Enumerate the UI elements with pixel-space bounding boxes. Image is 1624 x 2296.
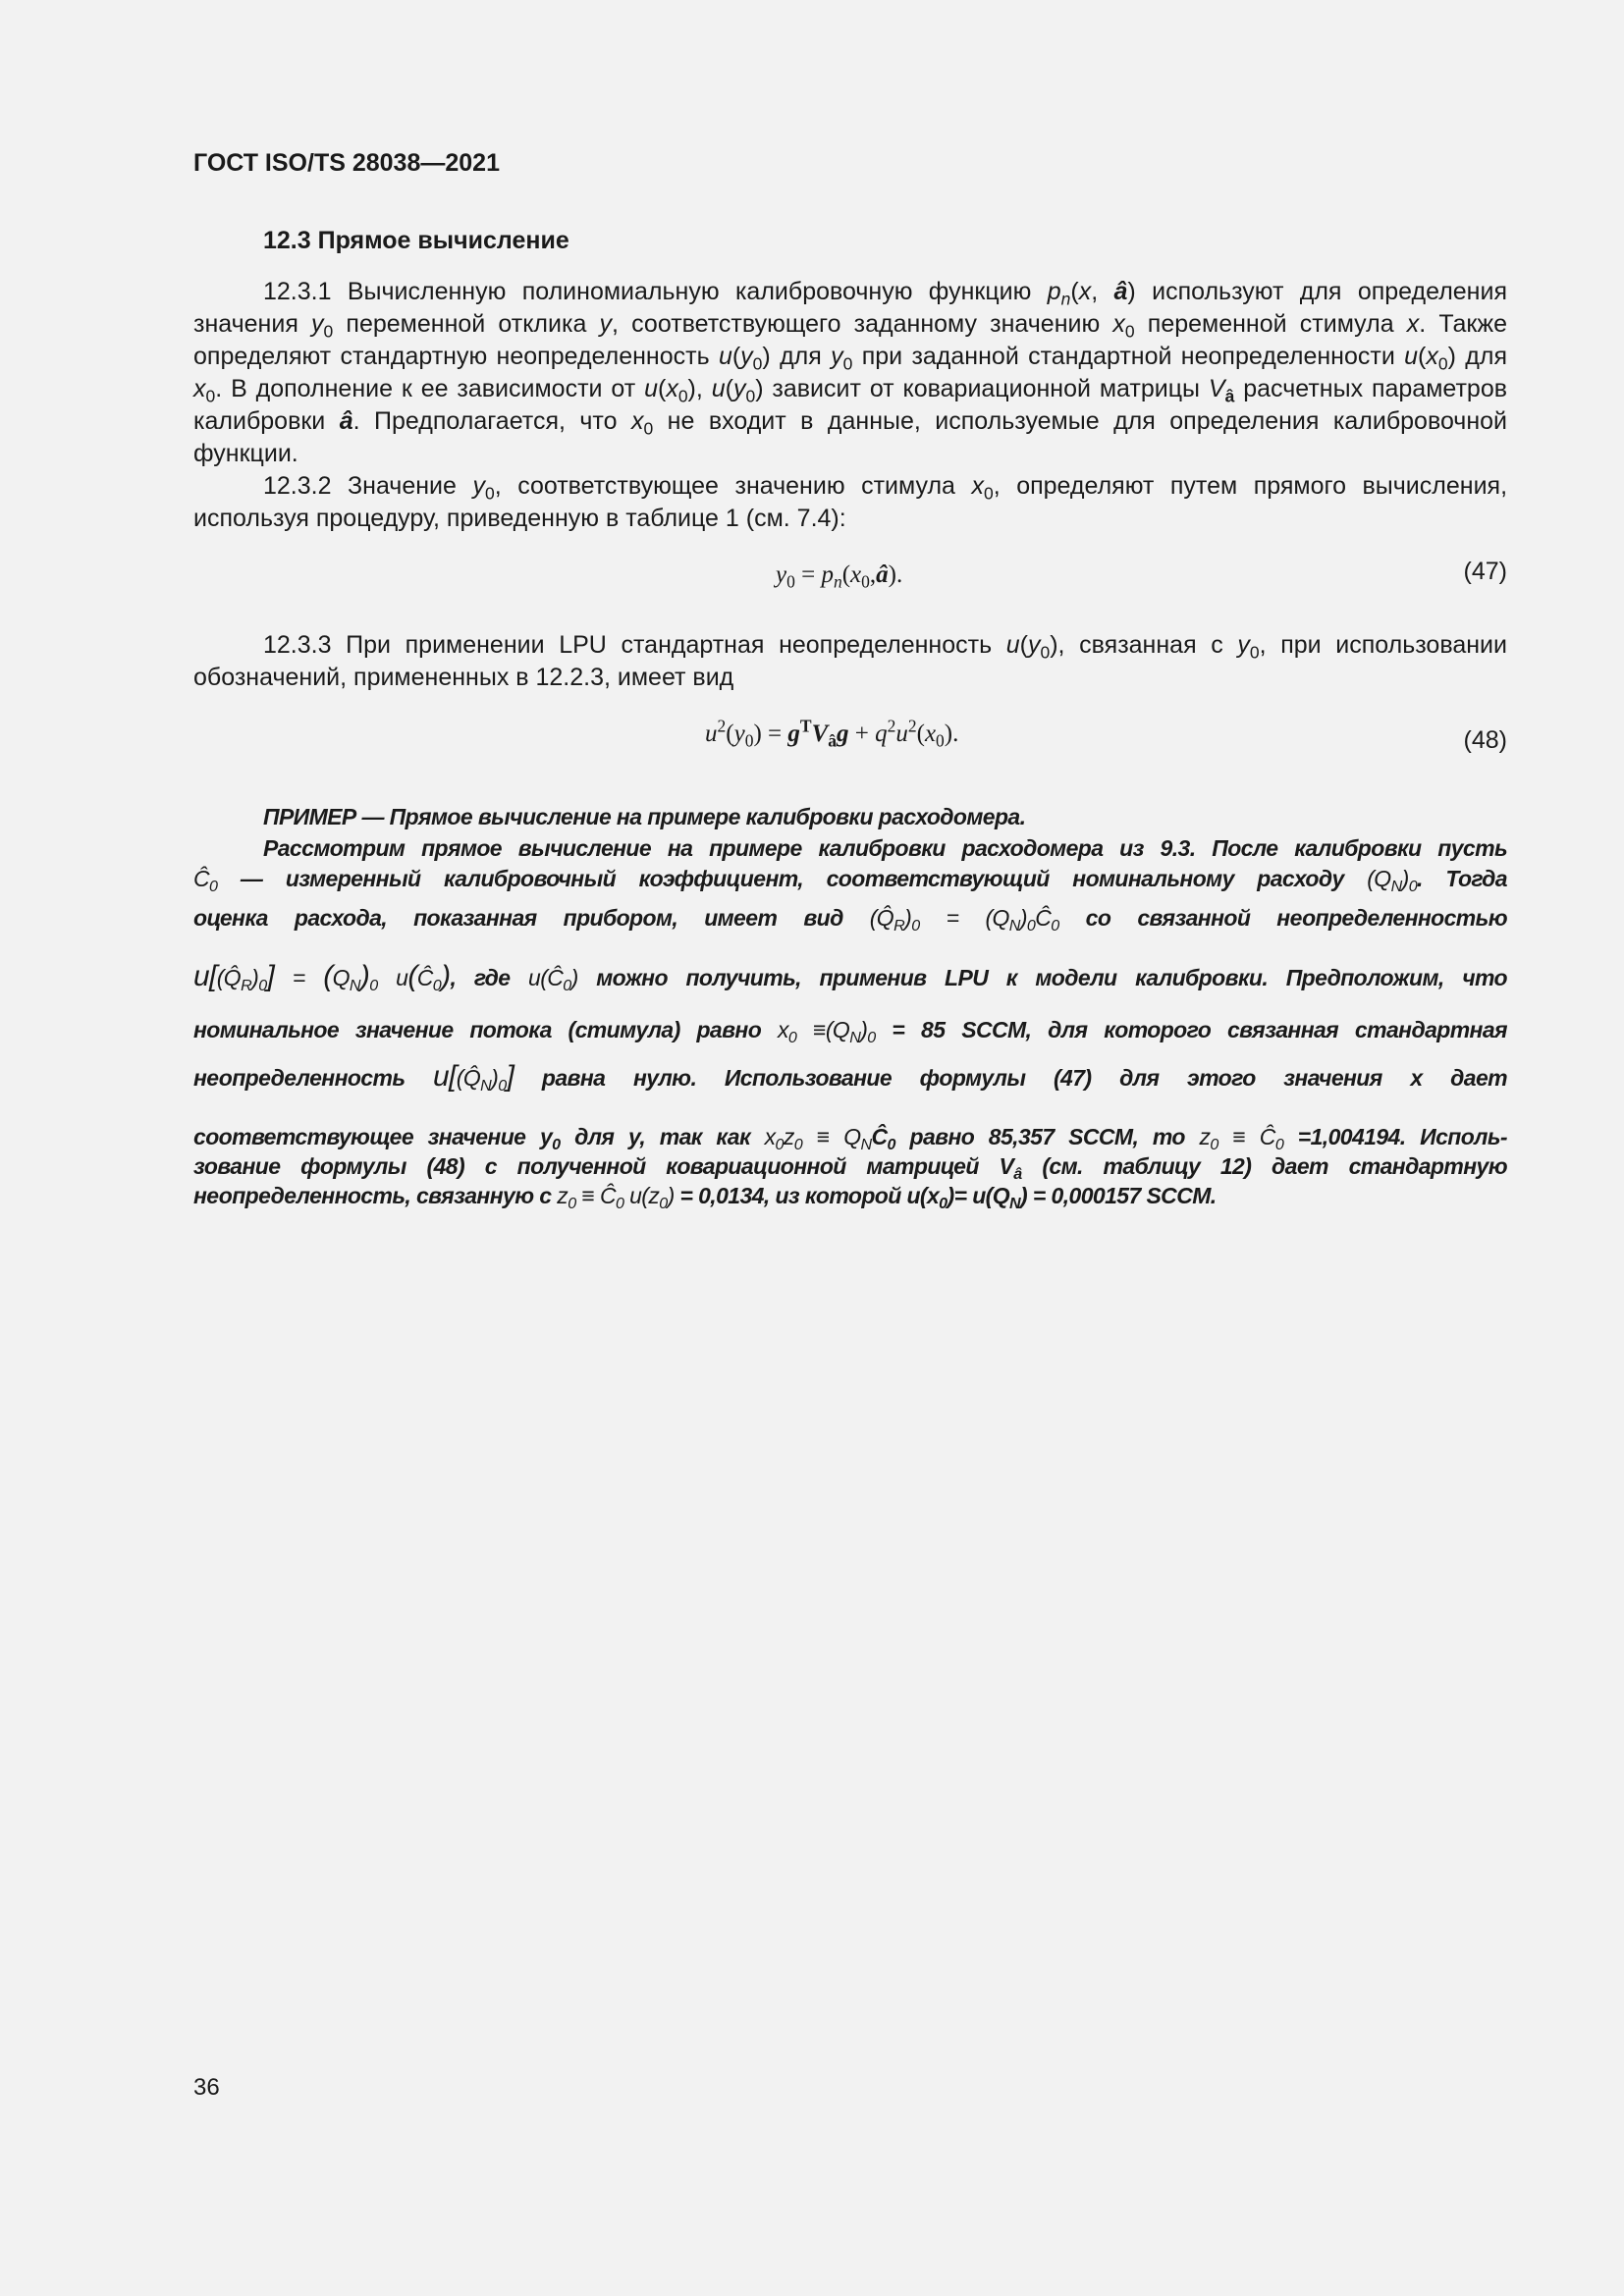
section-title: 12.3 Прямое вычисление — [263, 227, 569, 254]
equation-48-number: (48) — [1463, 726, 1507, 754]
paragraph-12-3-3: 12.3.3 При применении LPU стандартная неопределенность $u(y_0)$, связанная с $y_0$, при использовании обозначений, примененных в 12.2.3, имеет вид — [193, 631, 1507, 691]
example-line: номинальное значение потока (стимула) равно $x_0 \equiv(Q_N)_0 = 85$ SCCM, для которого связанная стандартная — [193, 1017, 1507, 1046]
example-line: неопределенность, связанную с $z_0$ ≡ $Ĉ_0$ $u(z_0) = 0,0134$, из которой $u(x_0)= u(Q_N) = 0,000157$ SCCM. — [193, 1183, 1217, 1212]
paragraph-12-3-1: 12.3.1 Вычисленную полиномиальную калибровочную функцию $p_n(x$, â) используют для определения значения $y_0$ переменной отклика y, соответствующего заданному значению $x_0$ переменной стимула x. Также определяют стандартную неопределенность $u(y_0)$ для $y_0$ при заданной стандартной неопределенности $u(x_0)$ для $x_0$. В дополнение к ее зависимости от $u(x_0)$, $u(y_0)$ зависит от ковариационной матрицы $V_â$ расчетных параметров калибровки â. Предполагается, что $x_0$ не входит в данные, используемые для определения калибровочной функции. — [193, 278, 1508, 467]
paragraph-12-3-2: 12.3.2 Значение $y_0$, соответствующее значению стимула $x_0$, определяют путем прямого вычисления, используя процедуру, приведенную в таблице 1 (см. 7.4): — [193, 472, 1508, 532]
page-number: 36 — [193, 2074, 220, 2101]
document-header: ГОСТ ISO/TS 28038—2021 — [193, 149, 500, 177]
example-line: $Ĉ_0$ — измеренный калибровочный коэффициент, соответствующий номинальному расходу $(Q_N)_0$. Тогда — [193, 866, 1507, 895]
equation-47: $y_0$ = $p_n(x_0,â)$. — [776, 561, 903, 592]
example-line: оценка расхода, показанная прибором, имеет вид $(Q̂_R)_0$ = $(Q_N)_0Ĉ_0$ со связанной неопределенностью — [193, 905, 1507, 934]
example-title: ПРИМЕР — Прямое вычисление на примере калибровки расходомера. — [263, 804, 1026, 829]
example-line: соответствующее значение $y_0$ для y, так как $x_0z_0$ ≡ $Q_NĈ_0$ равно 85,357 SCCM, то $z_0$ ≡ $Ĉ_0 =1,004194$. Исполь- — [193, 1124, 1507, 1153]
example-line: зование формулы (48) с полученной ковариационной матрицей $V_â$ (см. таблицу 12) дает стандартную — [193, 1153, 1507, 1183]
example-line: Рассмотрим прямое вычисление на примере калибровки расходомера из 9.3. После калибровки пусть — [263, 835, 1507, 861]
example-line: $u[(Q̂_R)_0] = (Q_N)_0$ $u(Ĉ_0)$, где $u(Ĉ_0)$ можно получить, применив LPU к модели калибровки. Предположим, что — [193, 960, 1508, 994]
example-line: неопределенность $u[(Q̂_N)_0]$ равна нулю. Использование формулы (47) для этого значения x дает — [193, 1060, 1507, 1095]
equation-47-number: (47) — [1463, 558, 1507, 585]
equation-48: $u^2(y_0) = g^TV_âg + q^2u^2(x_0)$. — [705, 716, 959, 751]
